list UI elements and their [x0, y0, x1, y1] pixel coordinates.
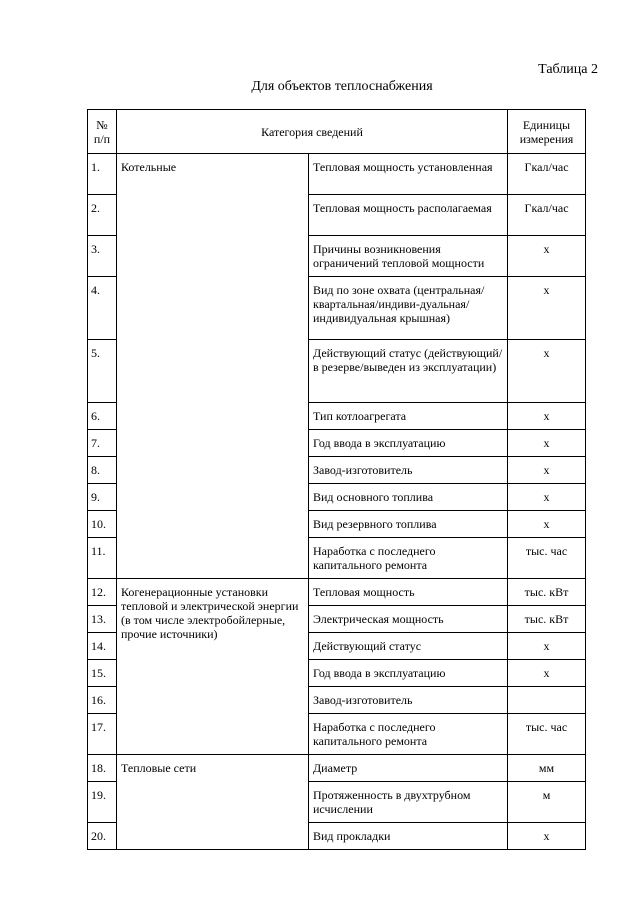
- row-number: 1.: [88, 154, 117, 195]
- unit-cell: х: [508, 403, 586, 430]
- row-number: 6.: [88, 403, 117, 430]
- category-item: Тепловая мощность установленная: [309, 154, 508, 195]
- unit-cell: [508, 687, 586, 714]
- row-number: 10.: [88, 511, 117, 538]
- table-row: [88, 579, 586, 606]
- row-number: 20.: [88, 823, 117, 850]
- table-header-row: [88, 110, 586, 154]
- unit-cell: тыс. час: [508, 714, 586, 755]
- category-item: Тип котлоагрегата: [309, 403, 508, 430]
- unit-cell: х: [508, 484, 586, 511]
- page-title: Для объектов теплоснабжения: [251, 79, 433, 94]
- category-item: Год ввода в эксплуатацию: [309, 430, 508, 457]
- category-item: Причины возникновения ограничений тепловой мощности: [309, 236, 508, 277]
- row-number: 4.: [88, 277, 117, 340]
- category-item: Диаметр: [309, 755, 508, 782]
- category-item: Протяженность в двухтрубном исчислении: [309, 782, 508, 823]
- category-item: Вид по зоне охвата (центральная/квартальная/индиви-дуальная/индивидуальная крышная): [309, 277, 508, 340]
- unit-cell: х: [508, 277, 586, 340]
- col-header-number: № п/п: [88, 110, 117, 154]
- category-item: Наработка с последнего капитального ремонта: [309, 714, 508, 755]
- row-number: 15.: [88, 660, 117, 687]
- unit-cell: тыс. кВт: [508, 579, 586, 606]
- category-item: Год ввода в эксплуатацию: [309, 660, 508, 687]
- category-item: Действующий статус (действующий/в резерве/выведен из эксплуатации): [309, 340, 508, 403]
- unit-cell: х: [508, 340, 586, 403]
- unit-cell: х: [508, 430, 586, 457]
- category-item: Завод-изготовитель: [309, 687, 508, 714]
- unit-cell: Гкал/час: [508, 154, 586, 195]
- col-header-category: Категория сведений: [117, 110, 508, 154]
- table-row: [88, 755, 586, 782]
- category-group: Тепловые сети: [117, 755, 309, 850]
- category-item: Действующий статус: [309, 633, 508, 660]
- unit-cell: тыс. час: [508, 538, 586, 579]
- category-item: Вид резервного топлива: [309, 511, 508, 538]
- unit-cell: х: [508, 660, 586, 687]
- row-number: 18.: [88, 755, 117, 782]
- row-number: 19.: [88, 782, 117, 823]
- category-item: Наработка с последнего капитального ремонта: [309, 538, 508, 579]
- row-number: 3.: [88, 236, 117, 277]
- category-item: Электрическая мощность: [309, 606, 508, 633]
- row-number: 16.: [88, 687, 117, 714]
- category-item: Тепловая мощность: [309, 579, 508, 606]
- row-number: 17.: [88, 714, 117, 755]
- row-number: 12.: [88, 579, 117, 606]
- row-number: 11.: [88, 538, 117, 579]
- unit-cell: х: [508, 236, 586, 277]
- category-item: Тепловая мощность располагаемая: [309, 195, 508, 236]
- category-item: Вид прокладки: [309, 823, 508, 850]
- unit-cell: х: [508, 633, 586, 660]
- unit-cell: тыс. кВт: [508, 606, 586, 633]
- unit-cell: мм: [508, 755, 586, 782]
- unit-cell: х: [508, 457, 586, 484]
- table-body: [88, 154, 586, 850]
- row-number: 9.: [88, 484, 117, 511]
- unit-cell: х: [508, 823, 586, 850]
- col-header-unit: Единицы измерения: [508, 110, 586, 154]
- unit-cell: м: [508, 782, 586, 823]
- row-number: 8.: [88, 457, 117, 484]
- table-label: Таблица 2: [538, 62, 598, 77]
- category-group: Когенерационные установки тепловой и электрической энергии (в том числе электробойлерные, прочие источники): [117, 579, 309, 755]
- row-number: 13.: [88, 606, 117, 633]
- category-item: Завод-изготовитель: [309, 457, 508, 484]
- row-number: 7.: [88, 430, 117, 457]
- category-group: Котельные: [117, 154, 309, 579]
- data-table: [87, 109, 586, 850]
- table-row: [88, 154, 586, 195]
- category-item: Вид основного топлива: [309, 484, 508, 511]
- unit-cell: х: [508, 511, 586, 538]
- row-number: 5.: [88, 340, 117, 403]
- row-number: 14.: [88, 633, 117, 660]
- unit-cell: Гкал/час: [508, 195, 586, 236]
- row-number: 2.: [88, 195, 117, 236]
